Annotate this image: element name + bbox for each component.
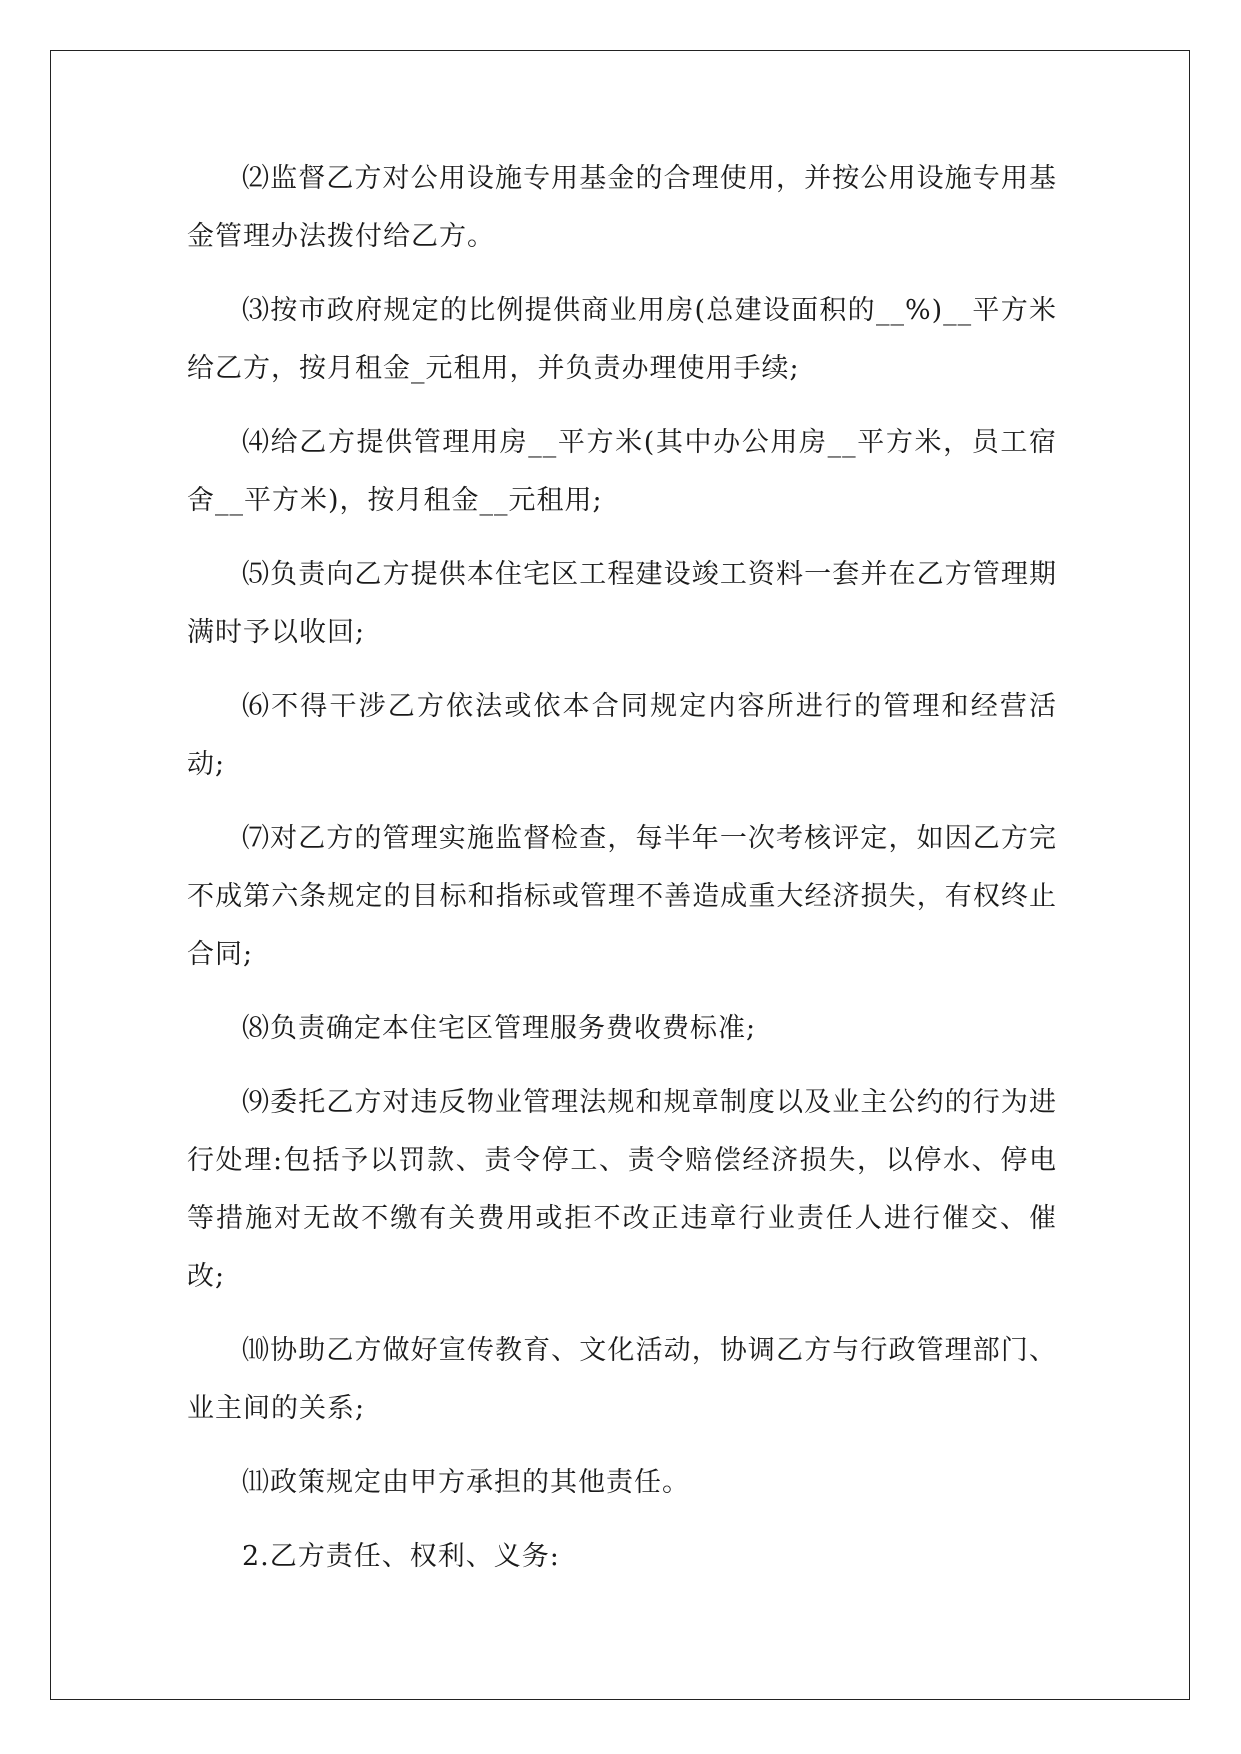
clause-10: ⑽协助乙方做好宣传教育、文化活动，协调乙方与行政管理部门、业主间的关系; [187,1335,1057,1424]
section-heading: 2.乙方责任、权利、义务: [242,1541,560,1572]
clause-6: ⑹不得干涉乙方依法或依本合同规定内容所进行的管理和经营活动; [187,691,1057,780]
clause-3: ⑶按市政府规定的比例提供商业用房(总建设面积的__%)__平方米给乙方，按月租金_元租用，并负责办理使用手续; [187,295,1057,384]
document-body [187,150,1057,1602]
clause-2: ⑵监督乙方对公用设施专用基金的合理使用，并按公用设施专用基金管理办法拨付给乙方。 [187,163,1057,252]
clause-4: ⑷给乙方提供管理用房__平方米(其中办公用房__平方米，员工宿舍__平方米)，按月租金__元租用; [187,427,1057,516]
clause-9: ⑼委托乙方对违反物业管理法规和规章制度以及业主公约的行为进行处理:包括予以罚款、责令停工、责令赔偿经济损失，以停水、停电等措施对无故不缴有关费用或拒不改正违章行业责任人进行催交、催改; [187,1087,1057,1292]
clause-8: ⑻负责确定本住宅区管理服务费收费标准; [242,1013,757,1044]
clause-5: ⑸负责向乙方提供本住宅区工程建设竣工资料一套并在乙方管理期满时予以收回; [187,559,1057,648]
clause-11: ⑾政策规定由甲方承担的其他责任。 [242,1467,690,1498]
clause-7: ⑺对乙方的管理实施监督检查，每半年一次考核评定，如因乙方完不成第六条规定的目标和指标或管理不善造成重大经济损失，有权终止合同; [187,823,1057,970]
